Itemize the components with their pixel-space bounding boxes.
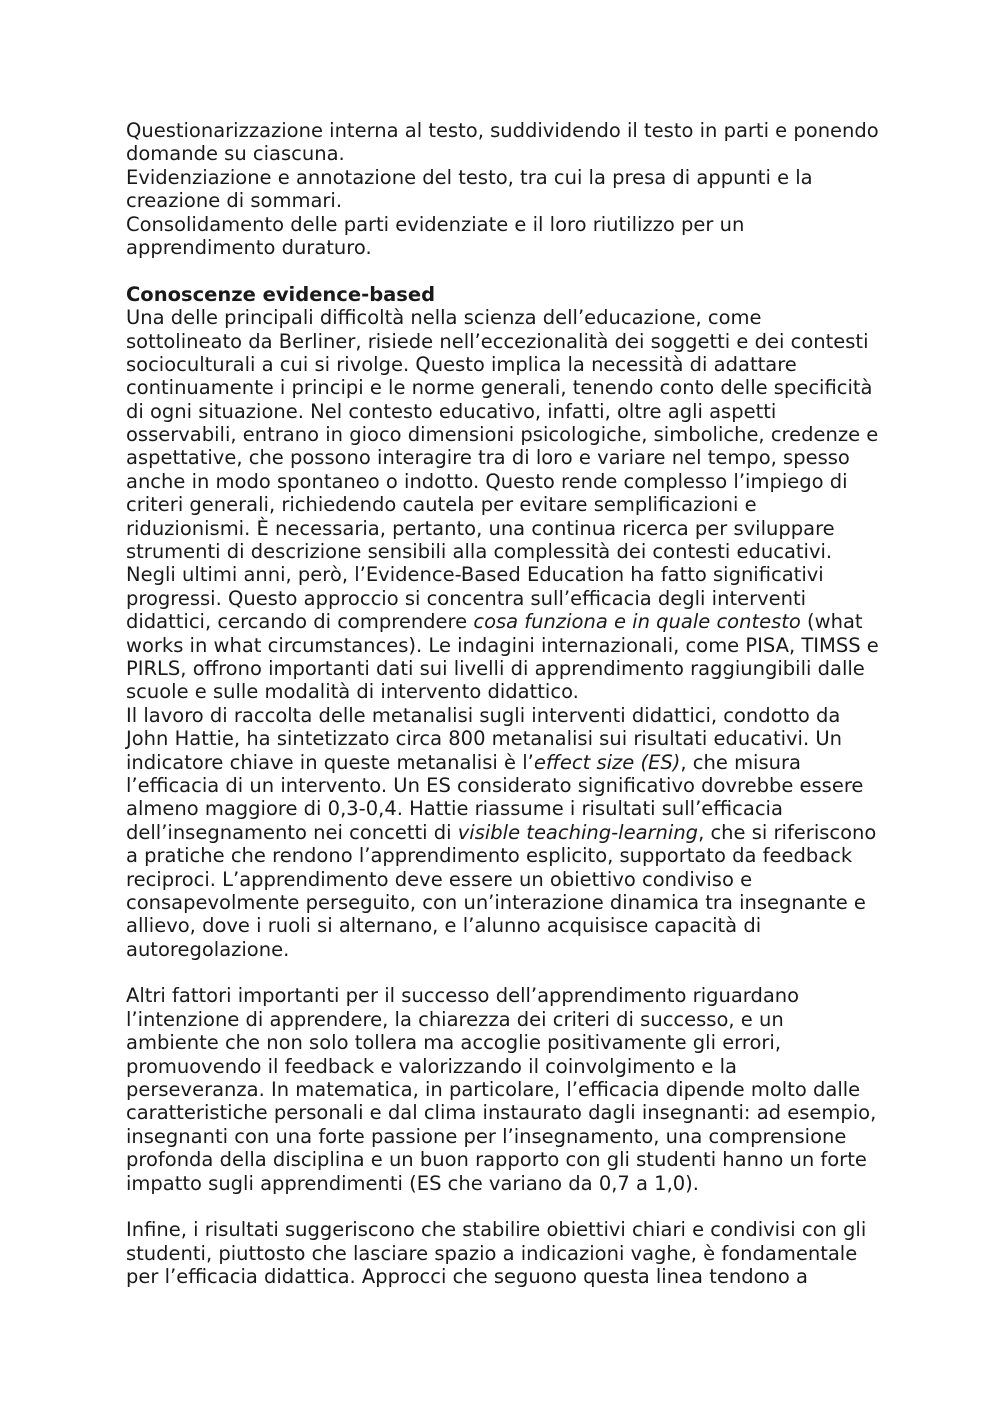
text-line: Negli ultimi anni, però, l’Evidence-Based Education ha fatto significativi (126, 563, 824, 587)
italic-phrase: visible teaching-learning (457, 820, 699, 844)
text-line: reciproci. L’apprendimento deve essere un obiettivo condiviso e (126, 867, 753, 891)
text-line: domande su ciascuna. (126, 142, 345, 166)
paragraph-berliner (126, 306, 916, 563)
paragraph-other-factors (126, 984, 916, 1195)
text-line: Una delle principali difficoltà nella scienza dell’educazione, come (126, 306, 762, 330)
italic-phrase: effect size (ES) (533, 750, 681, 774)
text-line: socioculturali a cui si rivolge. Questo implica la necessità di adattare (126, 352, 797, 376)
text-line: l’intenzione di apprendere, la chiarezza dei criteri di successo, e un (126, 1007, 784, 1031)
list-item (126, 119, 916, 166)
text-line: progressi. Questo approccio si concentra sull’efficacia degli interventi (126, 586, 807, 610)
text-line (126, 821, 916, 844)
text-line: di ogni situazione. Nel contesto educativo, infatti, oltre agli aspetti (126, 399, 777, 423)
text-line: osservabili, entrano in gioco dimensioni psicologiche, simboliche, credenze e (126, 423, 879, 447)
section-heading: Conoscenze evidence-based (126, 282, 436, 306)
spacer (126, 259, 916, 282)
strategy-list (126, 119, 916, 259)
text-line: l’efficacia di un intervento. Un ES considerato significativo dovrebbe essere (126, 773, 864, 797)
text-line: anche in modo spontaneo o indotto. Questo rende complesso l’impiego di (126, 469, 848, 493)
text-span: , che si riferiscono (698, 820, 877, 844)
text-line: sottolineato da Berliner, risiede nell’eccezionalità dei soggetti e dei contesti (126, 329, 869, 353)
text-line (126, 751, 916, 774)
spacer (126, 1195, 916, 1218)
text-line: criteri generali, richiedendo cautela per evitare semplificazioni e (126, 493, 757, 517)
document-page (126, 119, 916, 1289)
text-line: Consolidamento delle parti evidenziate e il loro riutilizzo per un (126, 212, 745, 236)
text-line: autoregolazione. (126, 937, 290, 961)
paragraph-hattie (126, 704, 916, 961)
spacer (126, 961, 916, 984)
text-line: insegnanti con una forte passione per l’insegnamento, una comprensione (126, 1124, 847, 1148)
italic-phrase: cosa funziona e in quale contesto (473, 610, 801, 634)
list-item (126, 166, 916, 213)
text-span: indicatore chiave in queste metanalisi è l’ (126, 750, 534, 774)
text-line: continuamente i principi e le norme generali, tenendo conto delle specificità (126, 376, 873, 400)
text-line: ambiente che non solo tollera ma accoglie positivamente gli errori, (126, 1031, 782, 1055)
text-line: impatto sugli apprendimenti (ES che variano da 0,7 a 1,0). (126, 1171, 699, 1195)
text-line: perseveranza. In matematica, in particolare, l’efficacia dipende molto dalle (126, 1078, 861, 1102)
text-line: Il lavoro di raccolta delle metanalisi sugli interventi didattici, condotto da (126, 703, 841, 727)
text-line: riduzionismi. È necessaria, pertanto, una continua ricerca per sviluppare (126, 516, 835, 540)
text-span: dell’insegnamento nei concetti di (126, 820, 458, 844)
text-line: caratteristiche personali e dal clima instaurato dagli insegnanti: ad esempio, (126, 1101, 877, 1125)
text-span: (what (800, 610, 863, 634)
text-line: per l’efficacia didattica. Approcci che seguono questa linea tendono a (126, 1265, 808, 1289)
text-line: strumenti di descrizione sensibili alla complessità dei contesti educativi. (126, 540, 833, 564)
text-line (126, 610, 916, 633)
text-line: PIRLS, offrono importanti dati sui livelli di apprendimento raggiungibili dalle (126, 656, 865, 680)
text-span: , che misura (680, 750, 801, 774)
text-line: a pratiche che rendono l’apprendimento esplicito, supportato da feedback (126, 844, 853, 868)
paragraph-conclusion (126, 1218, 916, 1288)
text-line: almeno maggiore di 0,3-0,4. Hattie riassume i risultati sull’efficacia (126, 797, 783, 821)
text-line: Altri fattori importanti per il successo dell’apprendimento riguardano (126, 984, 800, 1008)
text-line: aspettative, che possono interagire tra di loro e variare nel tempo, spesso (126, 446, 850, 470)
text-line: Infine, i risultati suggeriscono che stabilire obiettivi chiari e condivisi con gli (126, 1218, 867, 1242)
text-line: consapevolmente perseguito, con un’interazione dinamica tra insegnante e (126, 890, 866, 914)
text-line: Questionarizzazione interna al testo, suddividendo il testo in parti e ponendo (126, 119, 879, 142)
text-line: promuovendo il feedback e valorizzando il coinvolgimento e la (126, 1054, 737, 1078)
list-item (126, 213, 916, 260)
text-line: works in what circumstances). Le indagini internazionali, come PISA, TIMSS e (126, 633, 879, 657)
text-line: studenti, piuttosto che lasciare spazio a indicazioni vaghe, è fondamentale (126, 1241, 858, 1265)
text-line: allievo, dove i ruoli si alternano, e l’alunno acquisisce capacità di (126, 914, 762, 938)
text-line: apprendimento duraturo. (126, 235, 372, 259)
text-line: John Hattie, ha sintetizzato circa 800 metanalisi sui risultati educativi. Un (126, 727, 842, 751)
text-line: creazione di sommari. (126, 189, 343, 213)
text-line: profonda della disciplina e un buon rapporto con gli studenti hanno un forte (126, 1148, 867, 1172)
text-span: didattici, cercando di comprendere (126, 610, 474, 634)
text-line: scuole e sulle modalità di intervento didattico. (126, 680, 579, 704)
text-line: Evidenziazione e annotazione del testo, tra cui la presa di appunti e la (126, 165, 813, 189)
paragraph-evidence-based (126, 563, 916, 703)
